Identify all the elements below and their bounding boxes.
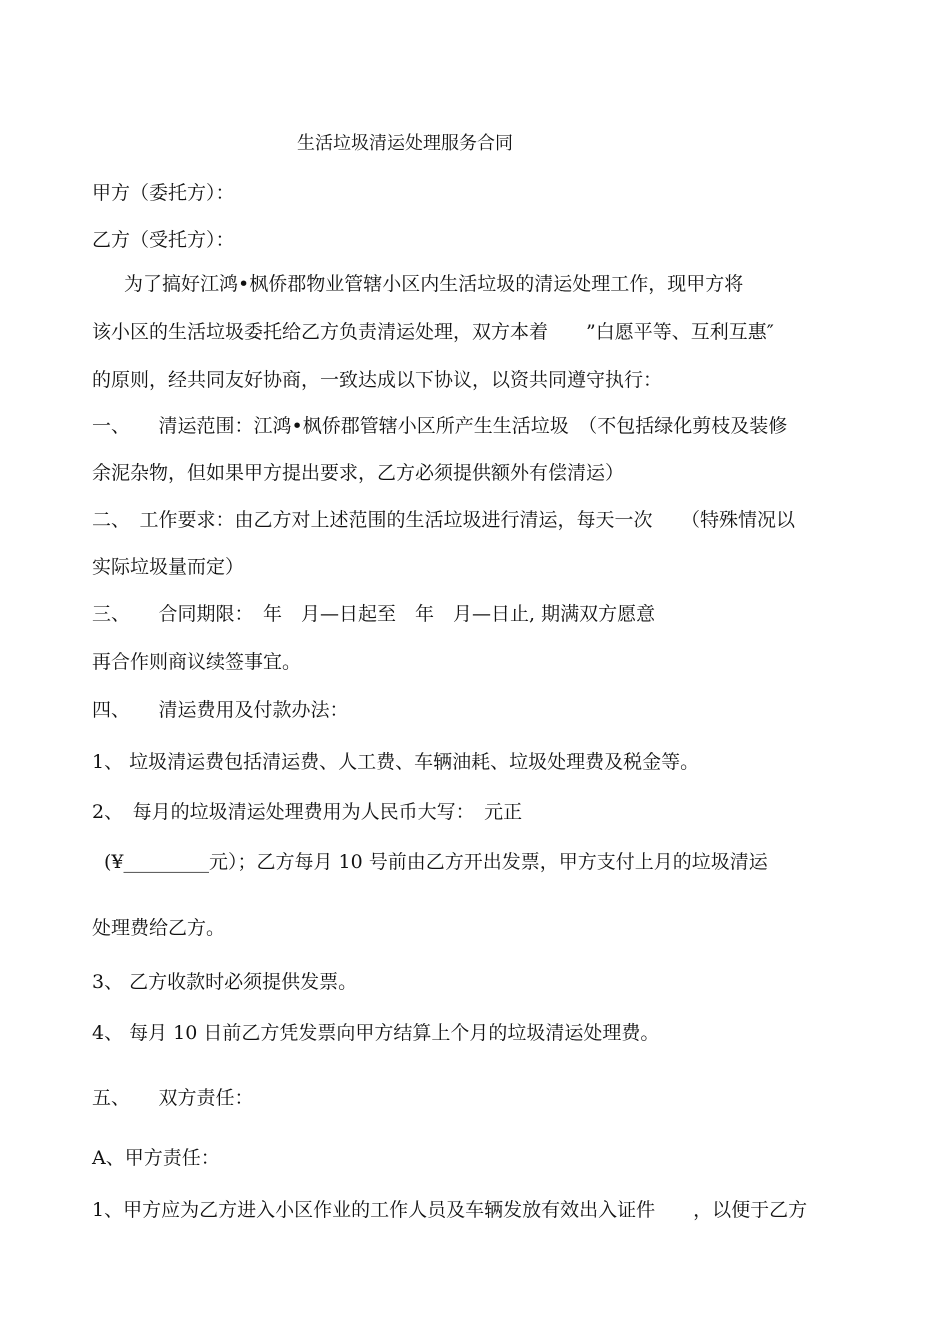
section-5-heading: 五、 双方责任： bbox=[92, 1087, 254, 1109]
document-title: 生活垃圾清运处理服务合同 bbox=[297, 133, 513, 154]
section-2-line-1: 二、 工作要求：由乙方对上述范围的生活垃圾进行清运，每天一次 （特殊情况以 bbox=[92, 509, 796, 531]
section-4-item-2-line-2: (¥_________元）；乙方每月 10 号前由乙方开出发票，甲方支付上月的垃圾清运 bbox=[104, 851, 768, 873]
section-3-line-2: 再合作则商议续签事宜。 bbox=[92, 651, 302, 673]
section-4-item-1: 1、 垃圾清运费包括清运费、人工费、车辆油耗、垃圾处理费及税金等。 bbox=[92, 751, 700, 773]
section-5-subheading-a: A、甲方责任： bbox=[92, 1147, 220, 1169]
section-3-line-1: 三、 合同期限： 年 月—日起至 年 月—日止, 期满双方愿意 bbox=[92, 603, 656, 625]
section-4-item-2-line-3: 处理费给乙方。 bbox=[92, 917, 226, 939]
section-4-item-3: 3、 乙方收款时必须提供发票。 bbox=[92, 971, 358, 993]
section-1-line-2: 余泥杂物，但如果甲方提出要求，乙方必须提供额外有偿清运） bbox=[92, 462, 625, 484]
section-4-item-4: 4、 每月 10 日前乙方凭发票向甲方结算上个月的垃圾清运处理费。 bbox=[92, 1022, 660, 1044]
party-b-line: 乙方（受托方）： bbox=[92, 229, 235, 251]
section-1-line-1: 一、 清运范围：江鸿•枫侨郡管辖小区所产生生活垃圾 （不包括绿化剪枝及装修 bbox=[92, 415, 788, 437]
section-4-heading: 四、 清运费用及付款办法： bbox=[92, 699, 349, 721]
party-a-line: 甲方（委托方）： bbox=[92, 182, 235, 204]
intro-line-1: 为了搞好江鸿•枫侨郡物业管辖小区内生活垃圾的清运处理工作，现甲方将 bbox=[124, 273, 744, 295]
intro-line-3: 的原则，经共同友好协商，一致达成以下协议，以资共同遵守执行： bbox=[92, 369, 663, 391]
intro-line-2: 该小区的生活垃圾委托给乙方负责清运处理，双方本着 ”白愿平等、互利互惠″ bbox=[92, 321, 774, 343]
section-2-line-2: 实际垃圾量而定） bbox=[92, 556, 245, 578]
section-5-a-item-1: 1、甲方应为乙方进入小区作业的工作人员及车辆发放有效出入证件 ，以便于乙方 bbox=[92, 1199, 808, 1221]
section-4-item-2-line-1: 2、 每月的垃圾清运处理费用为人民币大写： 元正 bbox=[92, 801, 523, 823]
